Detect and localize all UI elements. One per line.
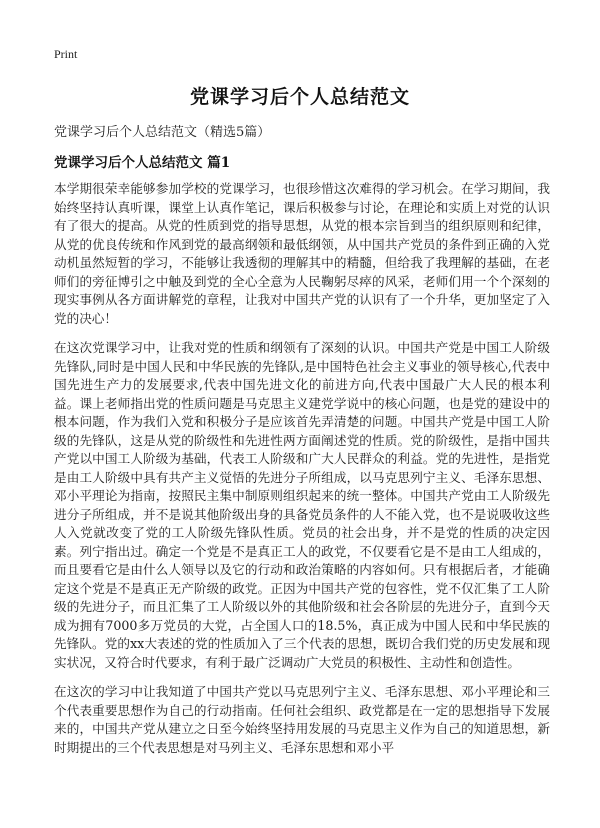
body-text bbox=[54, 180, 550, 768]
section-heading: 党课学习后个人总结范文 篇1 bbox=[54, 155, 231, 171]
body-paragraph-1: 本学期很荣幸能够参加学校的党课学习，也很珍惜这次难得的学习机会。在学习期间，我始终坚持认真听课，课堂上认真作笔记，课后积极参与讨论，在理论和实质上对党的认识有了很大的提高。从党的性质到党的指导思想，从党的根本宗旨到当的组织原则和纪律，从党的优良传统和作风到党的最高纲领和最低纲领，从中国共产党员的条件到正确的入党动机虽然短暂的学习，不能够让我透彻的理解其中的精髓，但给我了我理解的基础，在老师们的旁征博引之中触及到党的全心全意为人民鞠躬尽瘁的风采，老师们用一个个深刻的现实事例从各方面讲解党的章程，让我对中国共产党的认识有了一个升华，更加坚定了入党的决心！ bbox=[54, 181, 550, 326]
document-subtitle: 党课学习后个人总结范文（精选5篇） bbox=[54, 125, 271, 140]
print-link[interactable]: Print bbox=[54, 47, 78, 61]
body-paragraph-3: 在这次的学习中让我知道了中国共产党以马克思列宁主义、毛泽东思想、邓小平理论和三个代表重要思想作为自己的行动指南。任何社会组织、政党都是在一定的思想指导下发展来的，中国共产党从建立之日至今始终坚持用发展的马克思主义作为自己的知道思想，新时期提出的三个代表思想是对马列主义、毛泽东思想和邓小平 bbox=[54, 684, 550, 755]
document-title: 党课学习后个人总结范文 bbox=[189, 86, 410, 108]
body-paragraph-2: 在这次党课学习中，让我对党的性质和纲领有了深刻的认识。中国共产党是中国工人阶级先锋队,同时是中国人民和中华民族的先锋队,是中国特色社会主义事业的领导核心,代表中国先进生产力的发展要求,代表中国先进文化的前进方向,代表中国最广大人民的根本利益。课上老师指出党的性质问题是马克思主义建党学说中的核心问题，也是党的建设中的根本问题，作为我们入党和积极分子是应该首先弄清楚的问题。中国共产党是中国工人阶级的先锋队，这是从党的阶级性和先进性两方面阐述党的性质。党的阶级性，是指中国共产党以中国工人阶级为基础，代表工人阶级和广大人民群众的利益。党的先进性，是指党是由工人阶级中具有共产主义觉悟的先进分子所组成，以马克思列宁主义、毛泽东思想、邓小平理论为指南，按照民主集中制原则组织起来的统一整体。中国共产党由工人阶级先进分子所组成，并不是说其他阶级出身的具备党员条件的人不能入党，也不是说吸收这些人入党就改变了党的工人阶级先锋队性质。党员的社会出身，并不是党的性质的决定因素。列宁指出过。确定一个党是不是真正工人的政党，不仅要看它是不是由工人组成的，而且要看它是由什么人领导以及它的行动和政治策略的内容如何。只有根据后者，才能确定这个党是不是真正无产阶级的政党。正因为中国共产党的包容性，党不仅汇集了工人阶级的先进分子，而且汇集了工人阶级以外的其他阶级和社会各阶层的先进分子，直到今天成为拥有7000多万党员的大党，占全国人口的18.5%，真正成为中国人民和中华民族的先锋队。党的xx大表述的党的性质加入了三个代表的思想，既切合我们党的历史发展和现实状况，又符合时代要求，有利于最广泛调动广大党员的积极性、主动性和创造性。 bbox=[54, 340, 550, 670]
